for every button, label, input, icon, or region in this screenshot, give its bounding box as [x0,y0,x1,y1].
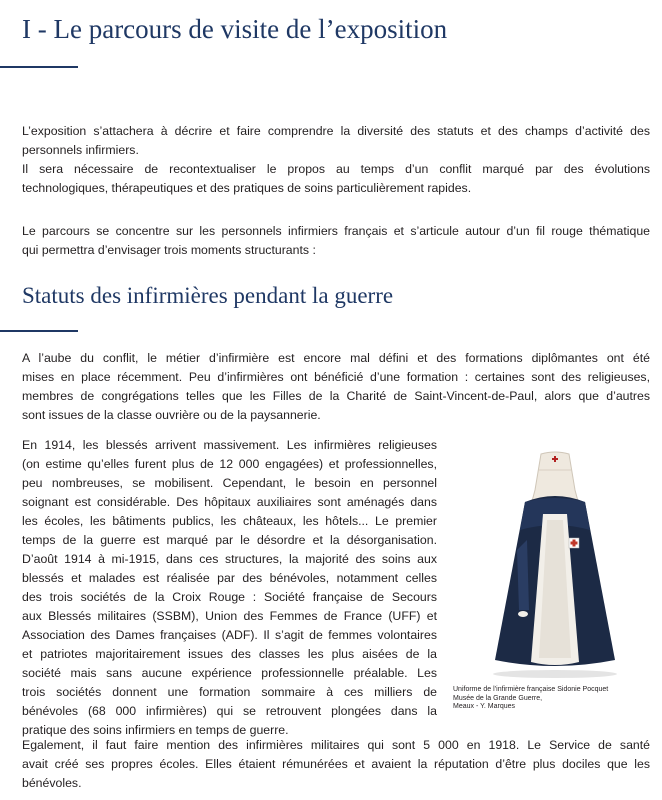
photo-caption [453,686,608,712]
statuts-line: A l’aube du conflit, le métier d’infirmière est encore mal défini et des formations diplômantes ont été [22,351,650,365]
history-line: aux Blessés militaires (SSBM), Union des Femmes de France (UFF) et [22,609,437,623]
history-line: trois sociétés donnent une formation sommaire à ces milliers de [22,685,437,699]
parcours-line: Le parcours se concentre sur les personnels infirmiers français et s’articule autour d’un fil rouge thématique [22,224,650,238]
section-title: I - Le parcours de visite de l’exposition [22,14,448,44]
intro-line: personnels infirmiers. [22,143,139,157]
history-line: (on estime qu’elles furent plus de 12 000 engagées) et professionnelles, [22,457,437,471]
nurse-uniform-illustration [455,450,655,680]
military-line: bénévoles. [22,776,82,790]
history-line: temps de la guerre est marqué par le désordre et la désorganisation. [22,533,437,547]
military-paragraph [22,736,650,793]
history-line: des trois sociétés de la Croix Rouge : Société française de Secours [22,590,437,604]
history-line: Association des Dames françaises (ADF). Il s’agit de femmes volontaires [22,628,437,642]
caption-line: Meaux - Y. Marques [453,703,515,710]
title-underline [0,66,78,68]
caption-line: Musée de la Grande Guerre, [453,694,543,702]
history-line: blessés et malades est réalisée par des bénévoles, notamment celles [22,571,437,585]
parcours-line: qui permettra d’envisager trois moments structurants : [22,243,316,257]
history-line: soignant est considérable. Des hôpitaux auxiliaires sont aménagés dans [22,495,437,509]
military-line: Egalement, il faut faire mention des infirmières militaires qui sont 5 000 en 1918. Le Service de santé [22,738,650,752]
nurse-uniform-photo [455,450,655,680]
history-line: société mais sans aucune expérience professionnelle préalable. Les [22,666,437,680]
history-line: les écoles, les bâtiments publics, les châteaux, les hôtels... Le premier [22,514,437,528]
statuts-line: membres de congrégations telles que les Filles de la Charité de Saint-Vincent-de-Paul, alors que d’autres [22,389,650,403]
history-line: peu nombreuses, se mobilisent. Cependant, le besoin en personnel [22,476,437,490]
statuts-line: mises en place récemment. Peu d’infirmières ont bénéficié d’une formation : certaines sont des religieuses, [22,370,650,384]
subsection-underline [0,330,78,332]
statuts-line: sont issues de la classe ouvrière ou de la paysannerie. [22,408,321,422]
history-paragraph [22,436,437,740]
history-line: bénévoles (68 000 infirmières) qui se retrouvent plongées dans la [22,704,437,718]
history-line: D’août 1914 à mi-1915, dans ces structures, la majorité des soins aux [22,552,437,566]
intro-line: L’exposition s’attachera à décrire et faire comprendre la diversité des statuts et des champs d’activité des [22,124,650,138]
history-line: et patriotes majoritairement issues des classes les plus aisées de la [22,647,437,661]
intro-line: Il sera nécessaire de recontextualiser le propos au temps d’un conflit marqué par des évolutions [22,162,650,176]
intro-paragraph [22,122,650,198]
intro-line: technologiques, thérapeutiques et des pratiques de soins particulièrement rapides. [22,181,472,195]
parcours-paragraph [22,222,650,260]
history-line: pratique des soins infirmiers en temps de guerre. [22,723,289,737]
history-line: En 1914, les blessés arrivent massivement. Les infirmières religieuses [22,438,437,452]
subsection-title: Statuts des infirmières pendant la guerre [22,283,394,308]
caption-line: Uniforme de l’infirmière française Sidonie Pocquet [453,686,609,693]
military-line: avait créé ses propres écoles. Elles étaient rémunérées et avaient la réputation d’être plus dociles que les [22,757,650,771]
statuts-paragraph [22,349,650,425]
